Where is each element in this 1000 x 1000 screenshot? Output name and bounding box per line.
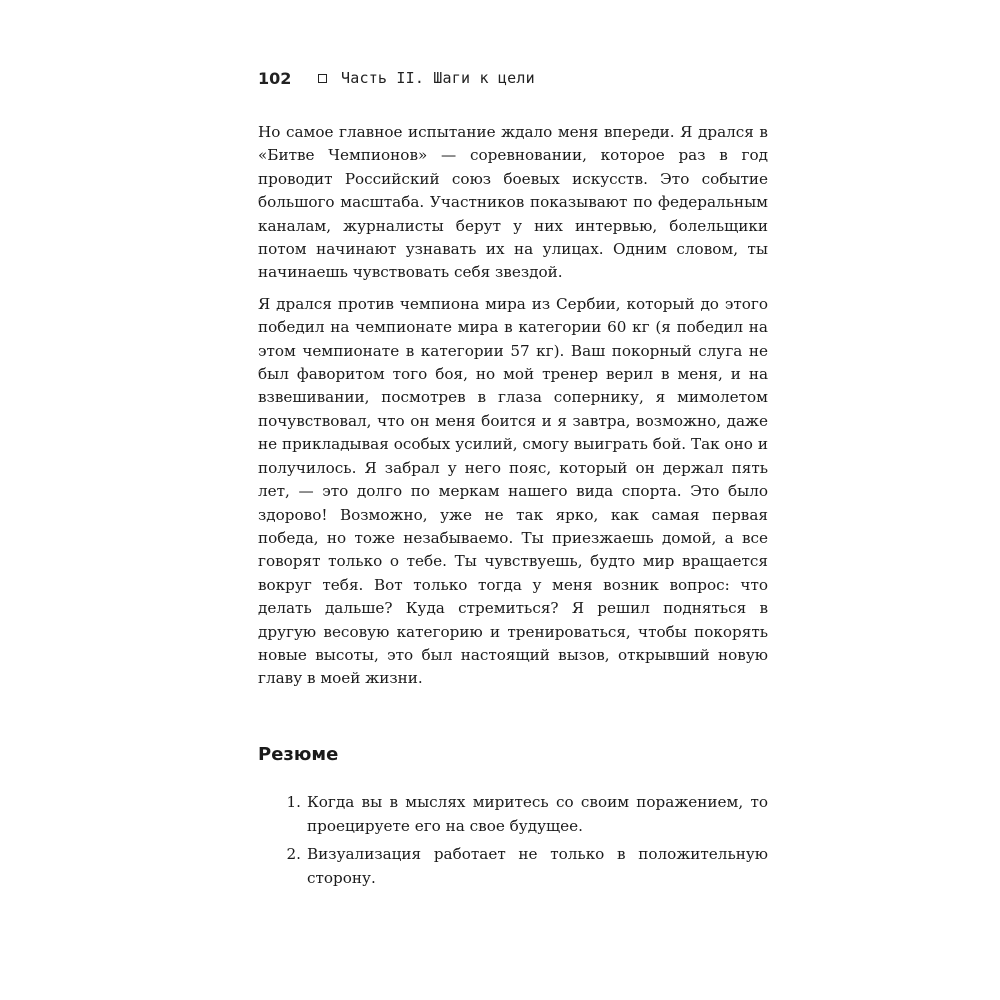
- square-icon: [318, 74, 327, 83]
- running-head: [258, 66, 768, 90]
- body-paragraph: Но самое главное испытание ждало меня впереди. Я дрался в «Битве Чемпионов» — соревновании, которое раз в год проводит Российский союз боевых искусств. Это событие большого масштаба. Участников показывают по федеральным каналам, журналисты берут у них интервью, болельщики потом начинают узнавать их на улицах. Одним словом, ты начинаешь чувствовать себя звездой.: [258, 123, 768, 282]
- list-item-text: Визуализация работает не только в положительную сторону.: [307, 844, 768, 887]
- book-page: [258, 66, 768, 894]
- list-item: [258, 842, 768, 890]
- page-number: 102: [258, 68, 292, 88]
- summary-list: [258, 790, 768, 890]
- list-item-number: 1.: [286, 792, 301, 811]
- list-item: [258, 790, 768, 838]
- list-item-number: 2.: [286, 844, 301, 863]
- body-paragraph: Я дрался против чемпиона мира из Сербии, который до этого победил на чемпионате мира в категории 60 кг (я победил на этом чемпионате в категории 57 кг). Ваш покорный слуга не был фаворитом того боя, но мой тренер верил в меня, и на взвешивании, посмотрев в глаза сопернику, я мимолетом почувствовал, что он меня боится и я завтра, возможно, даже не прикладывая особых усилий, смогу выиграть бой. Так оно и получилось. Я забрал у него пояс, который он держал пять лет, — это долго по меркам нашего вида спорта. Это было здорово! Возможно, уже не так ярко, как самая первая победа, но тоже незабываемо. Ты приезжаешь домой, а все говорят только о тебе. Ты чувствуешь, будто мир вращается вокруг тебя. Вот только тогда у меня возник вопрос: что делать дальше? Куда стремиться? Я решил подняться в другую весовую категорию и тренироваться, чтобы покорять новые высоты, это был настоящий вызов, открывший новую главу в моей жизни.: [258, 294, 768, 688]
- summary-heading: Резюме: [258, 743, 339, 765]
- section-title: Часть II. Шаги к цели: [341, 69, 535, 87]
- list-item-text: Когда вы в мыслях миритесь со своим поражением, то проецируете его на свое будущее.: [307, 792, 768, 835]
